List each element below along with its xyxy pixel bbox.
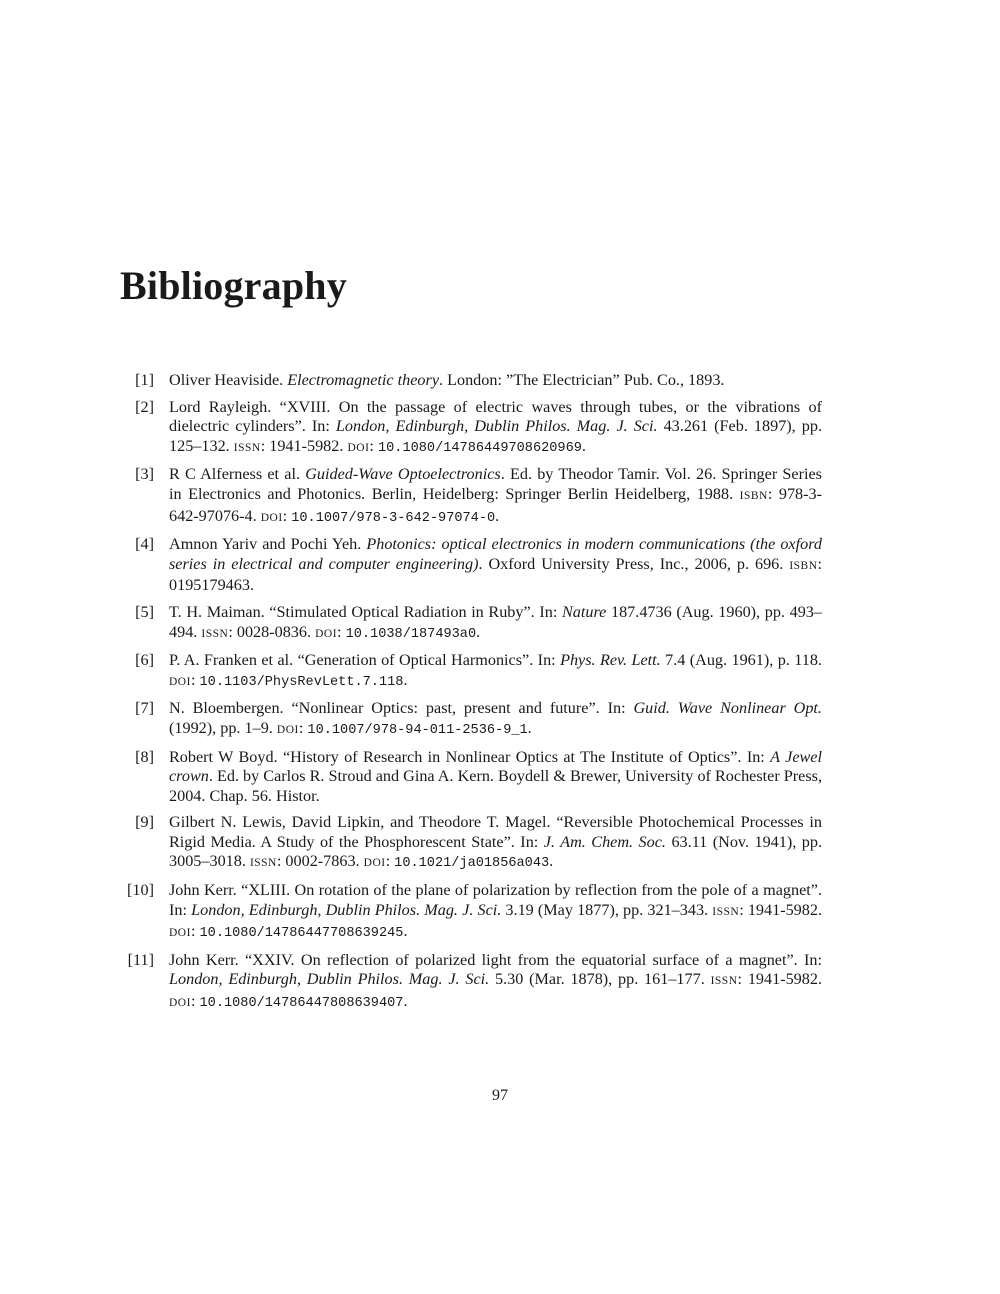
entry-text-segment: . bbox=[549, 852, 554, 871]
bibliography-entry bbox=[118, 881, 822, 944]
entry-identifier-label: ISBN bbox=[739, 489, 768, 502]
entry-doi-value: 10.1080/14786447808639407 bbox=[199, 996, 404, 1012]
entry-doi-value: 10.1103/PhysRevLett.7.118 bbox=[199, 674, 404, 690]
entry-number: [8] bbox=[135, 747, 154, 766]
bibliography-entry bbox=[118, 371, 822, 391]
entry-text-segment: T. H. Maiman. “Stimulated Optical Radiation in Ruby”. In: bbox=[169, 602, 562, 621]
entry-identifier-label: DOI bbox=[363, 857, 386, 870]
entry-text-segment: . bbox=[581, 436, 586, 455]
entry-text-segment: . Ed. by Carlos R. Stroud and Gina A. Kern. Boydell & Brewer, University of Rochester Press, 2004. Chap. 56. Histor. bbox=[169, 767, 822, 805]
entry-italic-title: London, Edinburgh, Dublin Philos. Mag. J. Sci. bbox=[335, 417, 658, 436]
entry-number: [9] bbox=[135, 813, 154, 832]
entry-text-segment: . bbox=[527, 718, 532, 737]
entry-doi-value: 10.1080/14786447708639245 bbox=[199, 926, 404, 942]
entry-text-segment: 7.4 (Aug. 1961), p. 118. bbox=[660, 651, 822, 670]
entry-text bbox=[169, 699, 822, 740]
entry-text-segment: : bbox=[190, 922, 200, 941]
entry-text bbox=[169, 535, 822, 596]
entry-number: [3] bbox=[135, 465, 154, 484]
entry-text-segment: Gilbert N. Lewis, David Lipkin, and Theodore T. Magel. “Reversible Photochemical Processes in Rigid Media. A Study of the Phosphorescent State”. In: bbox=[169, 813, 822, 851]
page-title: Bibliography bbox=[120, 263, 347, 308]
entry-text-segment: : 1941-5982. bbox=[260, 436, 348, 455]
entry-italic-title: A Jewel crown bbox=[169, 747, 822, 786]
entry-text-segment: : 0195179463. bbox=[169, 554, 823, 595]
entry-text-segment: . bbox=[403, 992, 408, 1011]
entry-italic-title: Nature bbox=[561, 602, 607, 621]
entry-identifier-label: DOI bbox=[169, 997, 191, 1010]
entry-text-segment: 3.19 (May 1877), pp. 321–343. bbox=[501, 900, 713, 919]
entry-text-segment: 63.11 (Nov. 1941), pp. 3005–3018. bbox=[169, 832, 823, 871]
entry-italic-title: Phys. Rev. Lett. bbox=[560, 651, 661, 670]
entry-text-segment: : 1941-5982. bbox=[737, 970, 823, 989]
entry-text-segment: : bbox=[190, 992, 200, 1011]
entry-text-segment: : 0002-7863. bbox=[276, 852, 364, 871]
bibliography-entry bbox=[118, 699, 822, 740]
entry-italic-title: London, Edinburgh, Dublin Philos. Mag. J. Sci. bbox=[169, 970, 490, 989]
entry-identifier-label: ISSN bbox=[233, 441, 261, 454]
entry-number: [10] bbox=[127, 881, 154, 900]
bibliography-entry bbox=[118, 748, 822, 807]
entry-text-segment: . London: ”The Electrician” Pub. Co., 1893. bbox=[439, 371, 725, 389]
entry-text-segment: : 1941-5982. bbox=[739, 900, 823, 919]
entry-text-segment: : bbox=[298, 718, 308, 737]
entry-number: [1] bbox=[135, 371, 154, 389]
entry-text bbox=[169, 465, 822, 528]
bibliography-list bbox=[118, 371, 822, 1021]
entry-text-segment: P. A. Franken et al. “Generation of Optical Harmonics”. In: bbox=[169, 651, 561, 670]
entry-identifier-label: ISSN bbox=[712, 905, 740, 918]
entry-text-segment: (1992), pp. 1–9. bbox=[169, 718, 277, 737]
bibliography-entry bbox=[118, 398, 822, 459]
entry-text-segment: R C Alferness et al. bbox=[169, 465, 306, 484]
entry-italic-title: J. Am. Chem. Soc. bbox=[543, 832, 666, 851]
entry-text bbox=[169, 813, 822, 874]
entry-text-segment: : bbox=[190, 670, 200, 689]
entry-text-segment: : 0028-0836. bbox=[228, 622, 316, 641]
entry-text-segment: : bbox=[385, 852, 395, 871]
page-number: 97 bbox=[492, 1087, 508, 1104]
entry-number: [7] bbox=[135, 699, 154, 718]
entry-text-segment: . bbox=[476, 622, 481, 641]
entry-italic-title: Guid. Wave Nonlinear Opt. bbox=[633, 699, 822, 718]
entry-italic-title: London, Edinburgh, Dublin Philos. Mag. J. Sci. bbox=[191, 900, 502, 919]
entry-number: [11] bbox=[127, 950, 154, 969]
entry-text bbox=[169, 398, 822, 459]
entry-text-segment: . bbox=[403, 670, 408, 689]
entry-doi-value: 10.1021/ja01856a043 bbox=[394, 856, 550, 872]
entry-identifier-label: DOI bbox=[169, 927, 191, 940]
entry-text-segment: 187.4736 (Aug. 1960), pp. 493–494. bbox=[169, 602, 822, 641]
entry-italic-title: Photonics: optical electronics in modern communications (the oxford series in electrical and computer engineering) bbox=[169, 535, 823, 573]
entry-text-segment: 5.30 (Mar. 1878), pp. 161–177. bbox=[489, 970, 711, 989]
entry-text bbox=[169, 951, 822, 1014]
entry-identifier-label: ISSN bbox=[249, 857, 277, 870]
bibliography-entry bbox=[118, 535, 822, 596]
entry-text-segment: Amnon Yariv and Pochi Yeh. bbox=[169, 535, 367, 554]
bibliography-entry bbox=[118, 651, 822, 692]
bibliography-entry bbox=[118, 465, 822, 528]
entry-text-segment: : 978-3-642-97076-4. bbox=[169, 484, 823, 525]
entry-doi-value: 10.1007/978-94-011-2536-9_1 bbox=[307, 722, 528, 738]
entry-text-segment: . bbox=[495, 506, 500, 525]
entry-doi-value: 10.1007/978-3-642-97074-0 bbox=[291, 510, 496, 526]
entry-number: [5] bbox=[135, 602, 154, 621]
entry-text-segment: John Kerr. “XXIV. On reflection of polarized light from the equatorial surface of a magnet”. In: bbox=[169, 950, 822, 969]
entry-text-segment: . Oxford University Press, Inc., 2006, p. 696. bbox=[478, 554, 790, 573]
entry-text-segment: . bbox=[403, 922, 408, 941]
bibliography-entry bbox=[118, 951, 822, 1014]
entry-text-segment: 43.261 (Feb. 1897), pp. 125–132. bbox=[169, 417, 823, 455]
entry-number: [4] bbox=[135, 535, 154, 554]
entry-identifier-label: ISSN bbox=[201, 627, 229, 640]
entry-identifier-label: DOI bbox=[315, 627, 338, 640]
entry-identifier-label: DOI bbox=[276, 723, 299, 736]
entry-number: [2] bbox=[135, 397, 154, 416]
entry-italic-title: Guided-Wave Optoelectronics bbox=[305, 465, 501, 484]
entry-text bbox=[169, 651, 822, 692]
entry-text bbox=[169, 371, 822, 391]
entry-text-segment: Robert W Boyd. “History of Research in Nonlinear Optics at The Institute of Optics”. In: bbox=[169, 747, 771, 766]
entry-number: [6] bbox=[135, 651, 154, 670]
entry-text-segment: Lord Rayleigh. “XVIII. On the passage of electric waves through tubes, or the vibrations of dielectric cylinders”. In: bbox=[169, 397, 822, 436]
entry-text-segment: N. Bloembergen. “Nonlinear Optics: past, present and future”. In: bbox=[169, 699, 634, 718]
entry-text bbox=[169, 603, 822, 644]
entry-identifier-label: ISSN bbox=[710, 975, 738, 988]
entry-identifier-label: DOI bbox=[347, 441, 370, 454]
entry-text bbox=[169, 881, 822, 944]
entry-text-segment: : bbox=[369, 436, 378, 455]
entry-identifier-label: DOI bbox=[169, 675, 191, 688]
entry-doi-value: 10.1038/187493a0 bbox=[345, 626, 477, 642]
entry-text-segment: : bbox=[337, 622, 346, 641]
entry-text-segment: Oliver Heaviside. bbox=[169, 371, 288, 389]
entry-text-segment: . Ed. by Theodor Tamir. Vol. 26. Springer Series in Electronics and Photonics. Berlin, Heidelberg: Springer Berlin Heidelberg, 1988. bbox=[169, 465, 822, 503]
bibliography-entry bbox=[118, 813, 822, 874]
entry-italic-title: Electromagnetic theory bbox=[287, 371, 440, 389]
entry-identifier-label: DOI bbox=[260, 511, 283, 524]
entry-text bbox=[169, 748, 822, 807]
entry-text-segment: : bbox=[282, 506, 292, 525]
entry-text-segment: John Kerr. “XLIII. On rotation of the plane of polarization by reflection from the pole of a magnet”. In: bbox=[169, 881, 822, 919]
bibliography-entry bbox=[118, 603, 822, 644]
entry-identifier-label: ISBN bbox=[789, 559, 818, 572]
entry-doi-value: 10.1080/14786449708620969 bbox=[377, 440, 582, 456]
